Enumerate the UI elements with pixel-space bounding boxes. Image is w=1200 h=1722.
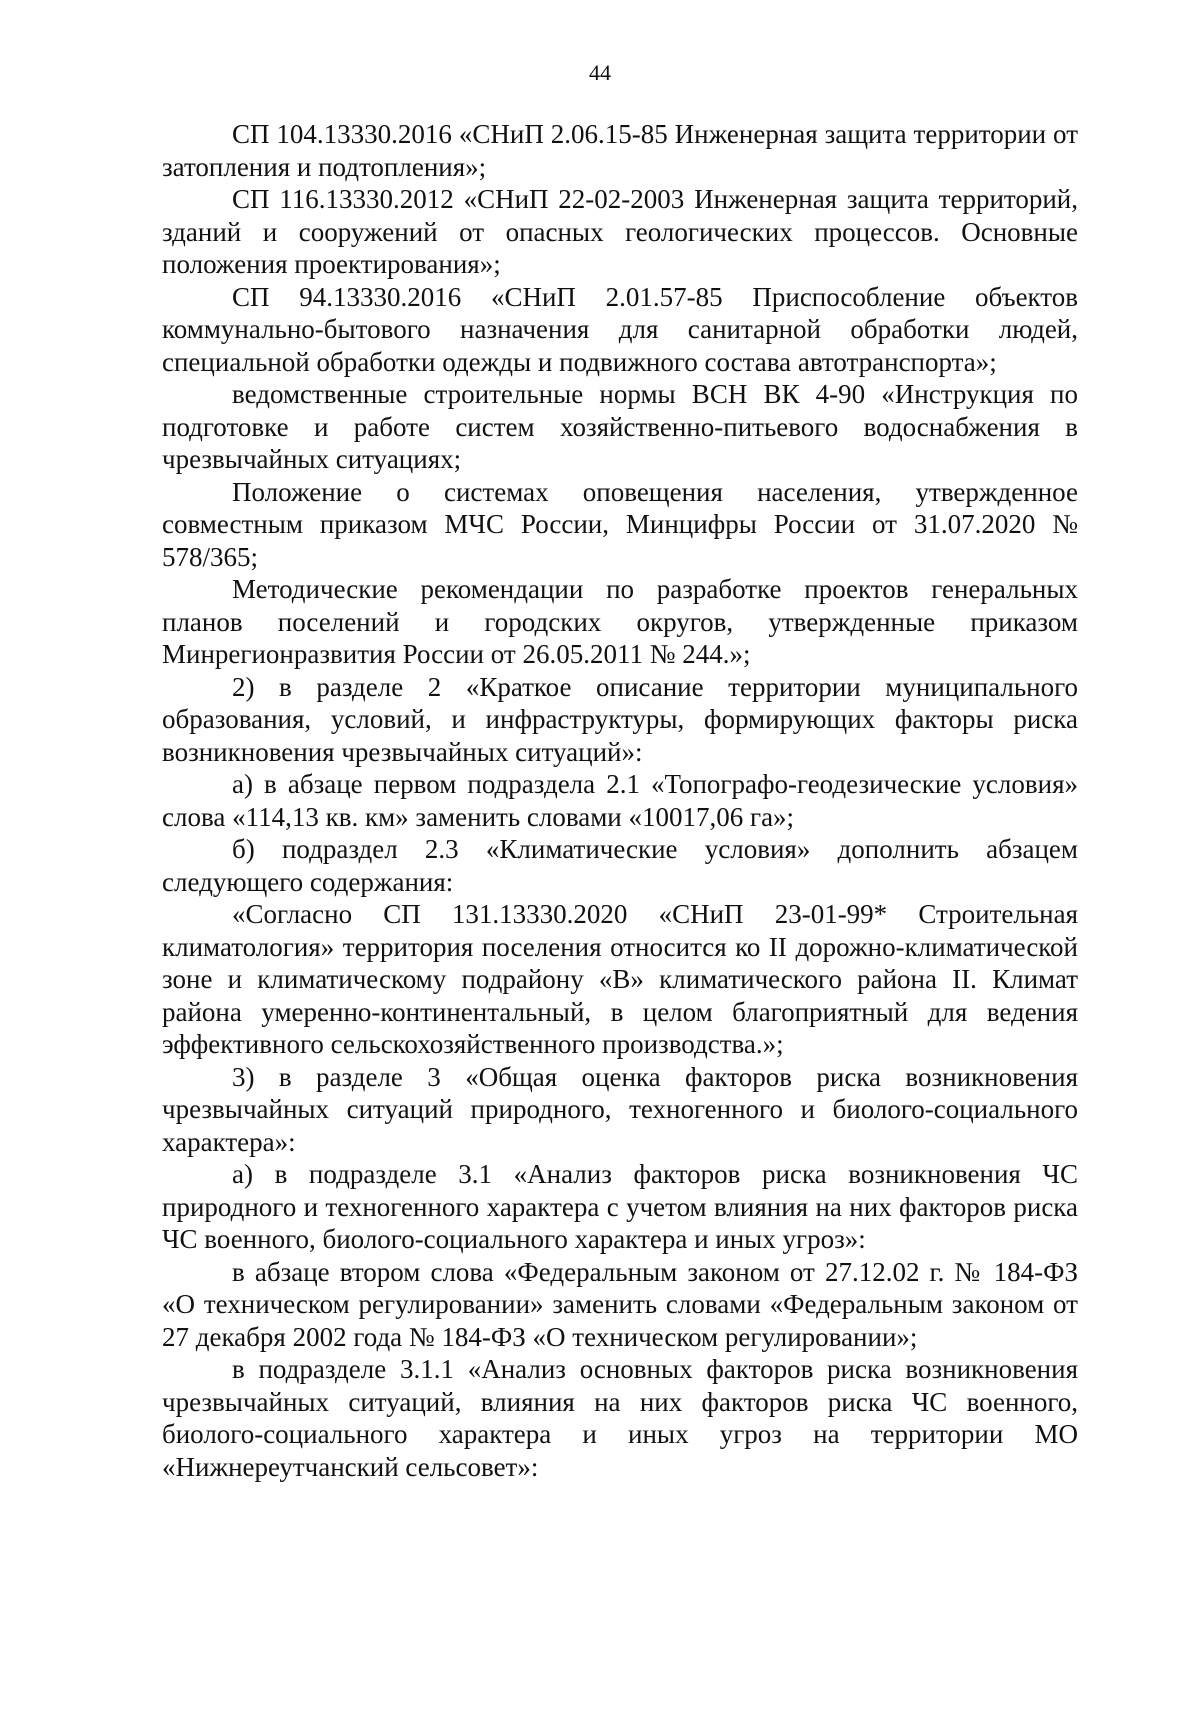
paragraph-section-2: 2) в разделе 2 «Краткое описание территории муниципального образования, условий, и инфраструктуры, формирующих факторы риска возникновения чрезвычайных ситуаций»: <box>162 671 1078 767</box>
paragraph-subsection-3-1-1: в подразделе 3.1.1 «Анализ основных факторов риска возникновения чрезвычайных ситуаций, влияния на них факторов риска ЧС военного, биолого-социального характера и иных угроз на территории МО «Нижнереутчанский сельсовет»: <box>162 1354 1078 1482</box>
paragraph-methodical-recommendations: Методические рекомендации по разработке проектов генеральных планов поселений и городских округов, утвержденные приказом Минрегионразвития России от 26.05.2011 № 244.»; <box>162 574 1078 669</box>
paragraph-sp-104: СП 104.13330.2016 «СНиП 2.06.15-85 Инженерная защита территории от затопления и подтопления»; <box>162 119 1078 182</box>
document-body <box>162 118 1078 1483</box>
paragraph-subsection-2-1: а) в абзаце первом подраздела 2.1 «Топографо-геодезические условия» слова «114,13 кв. км» заменить словами «10017,06 га»; <box>162 769 1078 832</box>
paragraph-warning-systems: Положение о системах оповещения населения, утвержденное совместным приказом МЧС России, Минцифры России от 31.07.2020 № 578/365; <box>162 476 1078 572</box>
paragraph-sp-94: СП 94.13330.2016 «СНиП 2.01.57-85 Приспособление объектов коммунально-бытового назначения для санитарной обработки людей, специальной обработки одежды и подвижного состава автотранспорта»; <box>162 281 1078 377</box>
paragraph-subsection-2-3: б) подраздел 2.3 «Климатические условия» дополнить абзацем следующего содержания: <box>162 834 1078 897</box>
paragraph-subsection-3-1: а) в подразделе 3.1 «Анализ факторов риска возникновения ЧС природного и техногенного характера с учетом влияния на них факторов риска ЧС военного, биолого-социального характера и иных угроз»: <box>162 1159 1078 1254</box>
paragraph-section-3: 3) в разделе 3 «Общая оценка факторов риска возникновения чрезвычайных ситуаций природного, техногенного и биолого-социального характера»: <box>162 1061 1078 1157</box>
paragraph-sp-116: СП 116.13330.2012 «СНиП 22-02-2003 Инженерная защита территорий, зданий и сооружений от опасных геологических процессов. Основные положения проектирования»; <box>162 184 1078 279</box>
paragraph-federal-law: в абзаце втором слова «Федеральным законом от 27.12.02 г. № 184-ФЗ «О техническом регулировании» заменить словами «Федеральным законом от 27 декабря 2002 года № 184-ФЗ «О техническом регулировании»; <box>162 1256 1078 1352</box>
paragraph-vsn: ведомственные строительные нормы ВСН ВК 4-90 «Инструкция по подготовке и работе систем хозяйственно-питьевого водоснабжения в чрезвычайных ситуациях; <box>162 379 1078 474</box>
page-number: 44 <box>589 60 611 85</box>
paragraph-climate-quote: «Согласно СП 131.13330.2020 «СНиП 23-01-99* Строительная климатология» территория поселения относится ко II дорожно-климатической зоне и климатическому подрайону «В» климатического района II. Климат района умеренно-континентальный, в целом благоприятный для ведения эффективного сельскохозяйственного производства.»; <box>162 899 1078 1059</box>
